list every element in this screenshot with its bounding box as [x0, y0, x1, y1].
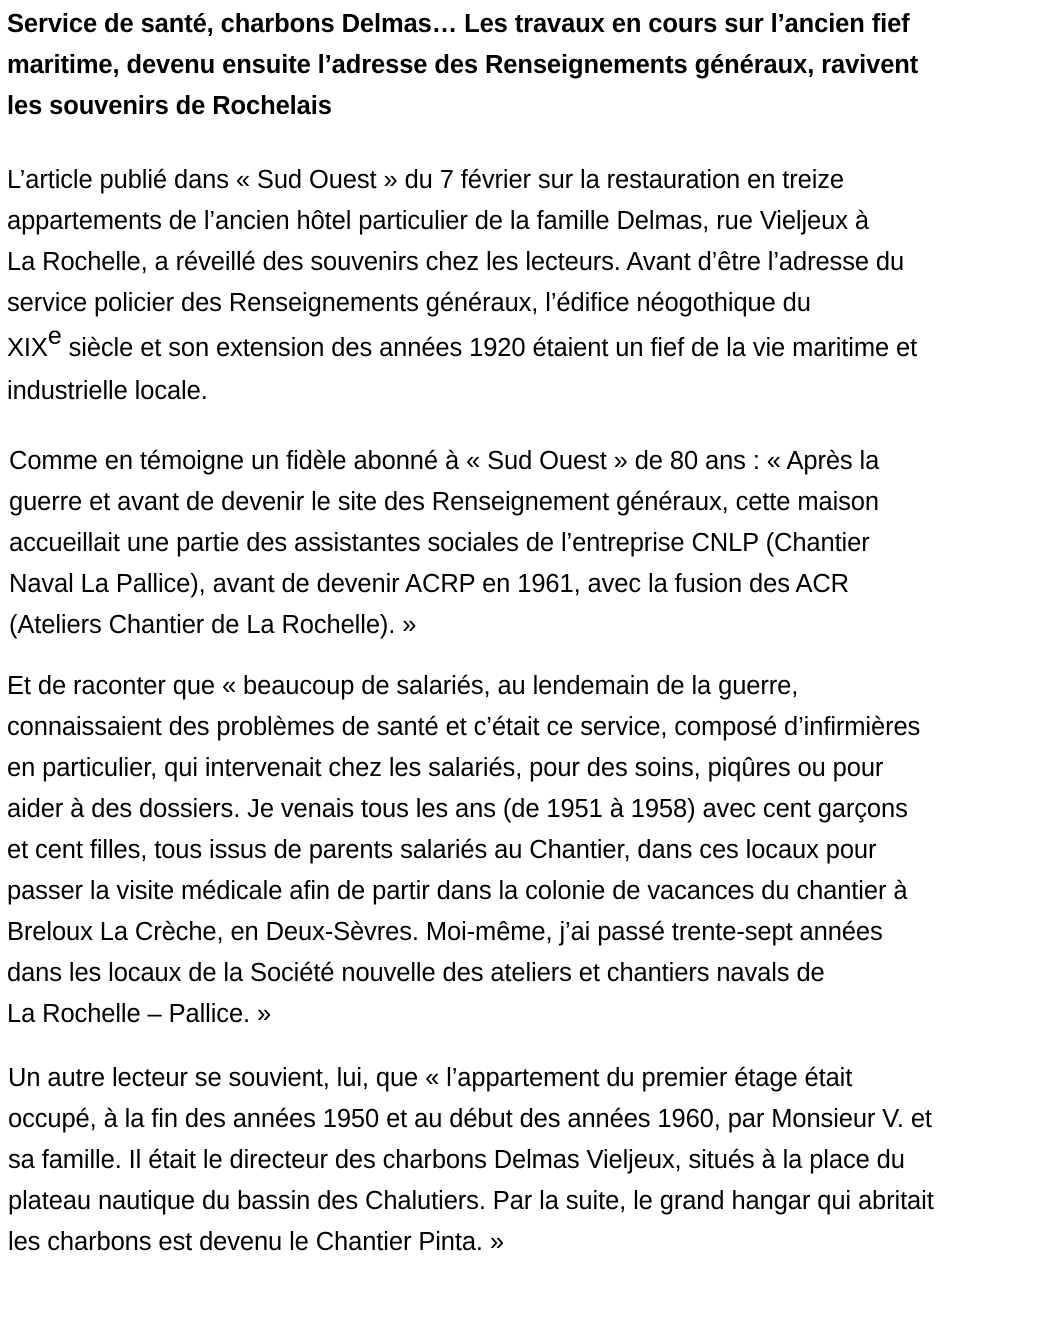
headline-line: Service de santé, charbons Delmas… Les travaux en cours sur l’ancien fief [7, 10, 910, 38]
paragraph-line-text: siècle et son extension des années 1920 étaient un fief de la vie maritime et [61, 334, 918, 362]
paragraph-line: accueillait une partie des assistantes sociales de l’entreprise CNLP (Chantier [9, 529, 870, 557]
article-headline [7, 4, 1043, 127]
paragraph-line: connaissaient des problèmes de santé et c’était ce service, composé d’infirmières [7, 713, 921, 741]
paragraph-line: guerre et avant de devenir le site des Renseignement généraux, cette maison [9, 488, 879, 516]
paragraph-line: sa famille. Il était le directeur des charbons Delmas Vieljeux, situés à la place du [8, 1146, 905, 1174]
paragraph-2 [9, 441, 1043, 646]
paragraph-line: Naval La Pallice), avant de devenir ACRP en 1961, avec la fusion des ACR [9, 570, 849, 598]
article [7, 4, 1043, 1256]
century-superscript: e [47, 322, 62, 350]
paragraph-line: La Rochelle – Pallice. » [7, 1000, 272, 1028]
paragraph-line: industrielle locale. [7, 377, 208, 405]
paragraph-line: et cent filles, tous issus de parents salariés au Chantier, dans ces locaux pour [7, 836, 877, 864]
paragraph-line: appartements de l’ancien hôtel particulier de la famille Delmas, rue Vieljeux à [7, 207, 869, 235]
paragraph-3 [7, 666, 1043, 1035]
paragraph-line: Et de raconter que « beaucoup de salariés, au lendemain de la guerre, [7, 672, 799, 700]
paragraph-line: en particulier, qui intervenait chez les salariés, pour des soins, piqûres ou pour [7, 754, 884, 782]
paragraph-line: Comme en témoigne un fidèle abonné à « Sud Ouest » de 80 ans : « Après la [9, 447, 880, 475]
paragraph-line: service policier des Renseignements généraux, l’édifice néogothique du [7, 289, 811, 317]
headline-line: les souvenirs de Rochelais [7, 92, 332, 120]
paragraph-line: Breloux La Crèche, en Deux-Sèvres. Moi-même, j’ai passé trente-sept années [7, 918, 883, 946]
paragraph-line: dans les locaux de la Société nouvelle des ateliers et chantiers navals de [7, 959, 825, 987]
paragraph-line: aider à des dossiers. Je venais tous les ans (de 1951 à 1958) avec cent garçons [7, 795, 908, 823]
paragraph-line: plateau nautique du bassin des Chalutiers. Par la suite, le grand hangar qui abritait [8, 1187, 934, 1215]
century-numeral: XIX [7, 334, 48, 362]
paragraph-line: occupé, à la fin des années 1950 et au début des années 1960, par Monsieur V. et [8, 1105, 932, 1133]
paragraph-1 [7, 160, 1043, 412]
paragraph-line: Un autre lecteur se souvient, lui, que « l’appartement du premier étage était [8, 1064, 853, 1092]
paragraph-line: passer la visite médicale afin de partir dans la colonie de vacances du chantier à [7, 877, 908, 905]
paragraph-line [7, 322, 1043, 371]
paragraph-line: La Rochelle, a réveillé des souvenirs chez les lecteurs. Avant d’être l’adresse du [7, 248, 905, 276]
paragraph-line: (Ateliers Chantier de La Rochelle). » [9, 611, 417, 639]
headline-line: maritime, devenu ensuite l’adresse des Renseignements généraux, ravivent [7, 51, 919, 79]
paragraph-line: les charbons est devenu le Chantier Pinta. » [8, 1228, 504, 1256]
paragraph-4 [8, 1058, 1044, 1263]
paragraph-line: L’article publié dans « Sud Ouest » du 7 février sur la restauration en treize [7, 166, 845, 194]
